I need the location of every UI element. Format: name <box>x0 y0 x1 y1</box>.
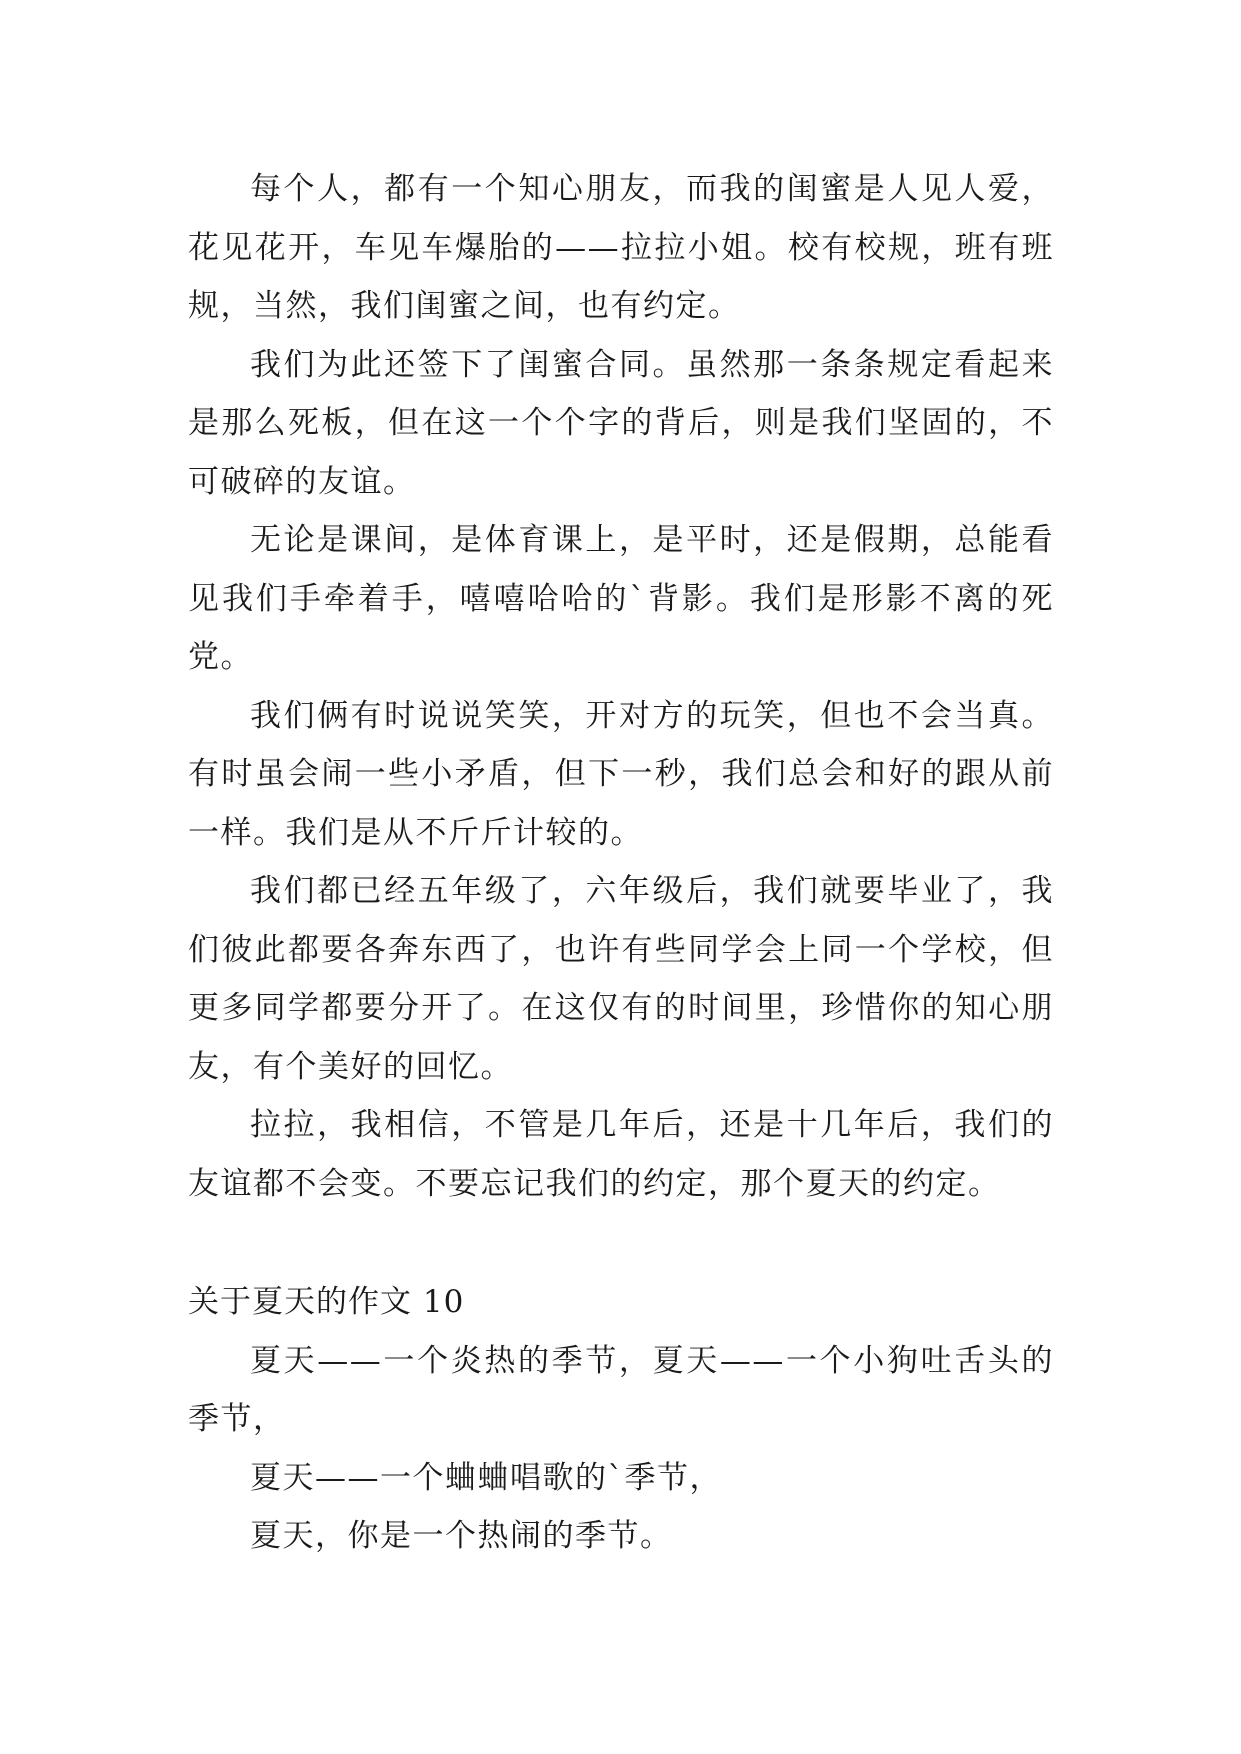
paragraph: 夏天——一个蛐蛐唱歌的`季节， <box>250 1459 722 1496</box>
paragraph: 我们都已经五年级了，六年级后，我们就要毕业了，我们彼此都要各奔东西了，也许有些同学会上同一个学校，但更多同学都要分开了。在这仅有的时间里，珍惜你的知心朋友，有个美好的回忆。 <box>188 873 1054 1085</box>
paragraph: 我们为此还签下了闺蜜合同。虽然那一条条规定看起来是那么死板，但在这一个个字的背后，则是我们坚固的，不可破碎的友谊。 <box>188 346 1054 500</box>
paragraph: 我们俩有时说说笑笑，开对方的玩笑，但也不会当真。有时虽会闹一些小矛盾，但下一秒，我们总会和好的跟从前一样。我们是从不斤斤计较的。 <box>188 697 1054 851</box>
paragraph: 拉拉，我相信，不管是几年后，还是十几年后，我们的友谊都不会变。不要忘记我们的约定，那个夏天的约定。 <box>188 1107 1054 1202</box>
paragraph: 夏天，你是一个热闹的季节。 <box>250 1518 673 1554</box>
paragraph: 夏天——一个炎热的季节，夏天——一个小狗吐舌头的季节， <box>188 1342 1054 1437</box>
document-page <box>188 160 1054 1566</box>
paragraph: 每个人，都有一个知心朋友，而我的闺蜜是人见人爱，花见花开，车见车爆胎的——拉拉小姐。校有校规，班有班规，当然，我们闺蜜之间，也有约定。 <box>188 171 1054 324</box>
paragraph: 无论是课间，是体育课上，是平时，还是假期，总能看见我们手牵着手，嘻嘻哈哈的`背影。我们是形影不离的死党。 <box>188 522 1054 675</box>
section-title: 关于夏天的作文 10 <box>188 1284 465 1320</box>
